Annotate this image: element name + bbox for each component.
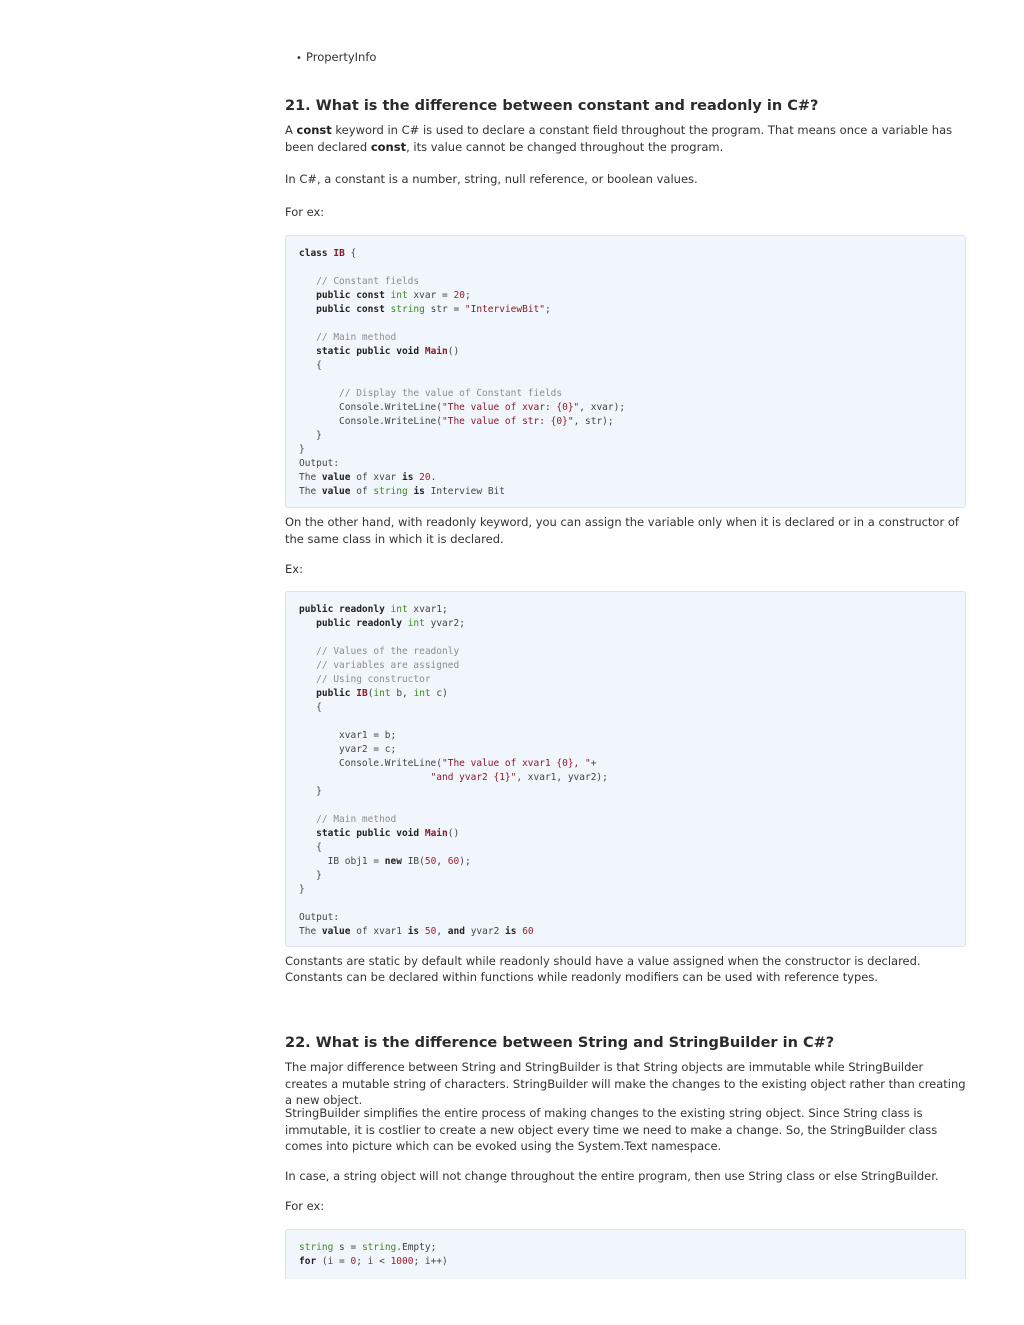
- q21-heading: 21. What is the difference between constant and readonly in C#?: [285, 98, 819, 114]
- q22-paragraph-stringbuilder: StringBuilder simplifies the entire process of making changes to the existing string object. Since String class is immutable, it is costlier to create a new object every time we need to make a change. So, the StringBuilder class comes into picture which can be evoked using the System.Text namespace.: [285, 1106, 938, 1153]
- q21-paragraph-static: Constants are static by default while readonly should have a value assigned when the constructor is declared.: [285, 954, 921, 968]
- code-block-const: [285, 235, 966, 508]
- q21-paragraph-constant-types: In C#, a constant is a number, string, null reference, or boolean values.: [285, 172, 698, 186]
- code-block-string: [285, 1229, 966, 1279]
- q22-heading: 22. What is the difference between String and StringBuilder in C#?: [285, 1035, 835, 1051]
- q21-paragraph-const: A const keyword in C# is used to declare a constant field throughout the program. That means once a variable has been declared const, its value cannot be changed throughout the program.: [285, 123, 953, 154]
- code-block-readonly: [285, 591, 966, 947]
- q22-paragraph-major-difference: The major difference between String and StringBuilder is that String objects are immutable while StringBuilder creates a mutable string of characters. StringBuilder will make the changes to the existing object rather than creating a new object.: [285, 1060, 966, 1107]
- code-const: class IB { // Constant fields public const int xvar = 20; public const string str = "InterviewBit"; // Main method static public void Main() { // Display the value of Constant fields Console.WriteLine("The value of xvar: {0}", xvar); Console.WriteLine("The value of str: {0}", str); } } Output: The value of xvar is 20. The value of string is Interview Bit: [299, 248, 626, 497]
- top-bullet-list: [296, 50, 376, 64]
- code-readonly: public readonly int xvar1; public readonly int yvar2; // Values of the readonly // variables are assigned // Using constructor public IB(int b, int c) { xvar1 = b; yvar2 = c; Console.WriteLine("The value of xvar1 {0}, "+ "and yvar2 {1}", xvar1, yvar2); } // Main method static public void Main() { IB obj1 = new IB(50, 60); } } Output: The value of xvar1 is 50, and yvar2 is 60: [299, 604, 608, 937]
- q22-paragraph-in-case: In case, a string object will not change throughout the entire program, then use String class or else StringBuilder.: [285, 1169, 939, 1183]
- q21-ex-label: Ex:: [285, 562, 303, 576]
- q22-for-ex-label: For ex:: [285, 1199, 325, 1213]
- code-string: string s = string.Empty; for (i = 0; i < 1000; i++): [299, 1242, 448, 1267]
- q21-paragraph-functions: Constants can be declared within functions while readonly modifiers can be used with reference types.: [285, 970, 879, 984]
- list-item: [296, 50, 376, 64]
- q21-for-ex-label: For ex:: [285, 205, 325, 219]
- q21-paragraph-readonly: On the other hand, with readonly keyword, you can assign the variable only when it is declared or in a constructor of the same class in which it is declared.: [285, 515, 959, 546]
- list-item-text: PropertyInfo: [306, 50, 377, 64]
